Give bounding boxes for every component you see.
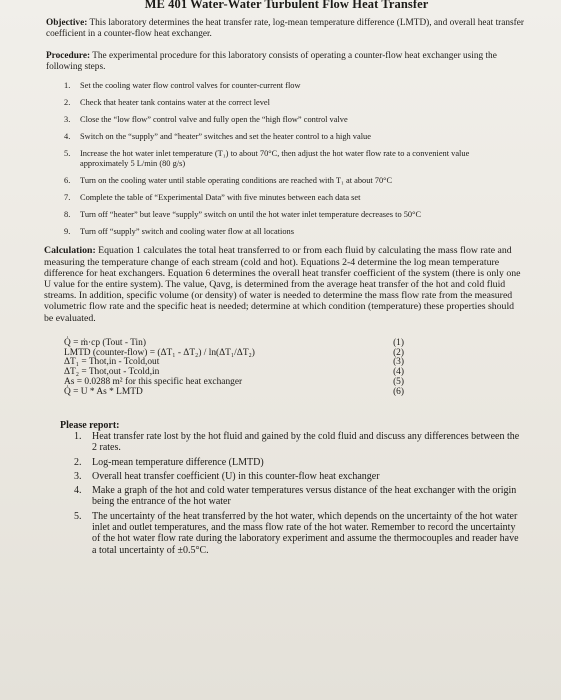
procedure-step: [64, 98, 543, 108]
objective-text: This laboratory determines the heat transfer rate, log-mean temperature difference (LMTD), and overall heat transfer coefficient in a counter-flow heat exchanger.: [46, 18, 524, 39]
calculation-paragraph: [44, 245, 521, 323]
step-number: 6.: [64, 175, 71, 185]
objective-paragraph: [46, 18, 533, 39]
step-text: Increase the hot water inlet temperature (T₁) to about 70°C, then adjust the hot water flow rate to a convenient value approximately 5 L/min (80 g/s): [80, 149, 470, 168]
report-section: [60, 420, 543, 556]
step-text: Set the cooling water flow control valves for counter-current flow: [80, 81, 301, 91]
report-item-text: The uncertainty of the heat transferred by the hot water, which depends on the uncertainty of the hot water inlet and outlet temperatures, and the mass flow rate of the hot water. Remember to record the uncertainty of the hot water flow rate during the laboratory experiment and assume the thermocouples and reader have a total uncertainty of ±0.5°C.: [92, 510, 519, 556]
objective-label: Objective:: [46, 18, 88, 28]
step-number: 1.: [64, 81, 71, 91]
report-items-list: [60, 431, 543, 556]
procedure-step: [64, 193, 543, 203]
procedure-step: [64, 176, 543, 186]
report-item: [74, 431, 543, 454]
equation-number: (5): [393, 377, 404, 388]
step-text: Complete the table of “Experimental Data” with five minutes between each data set: [80, 192, 361, 202]
report-item-text: Overall heat transfer coefficient (U) in this counter-flow heat exchanger: [92, 470, 380, 482]
report-heading: Please report:: [60, 419, 120, 431]
equation-text: ΔT₁ = Thot,in - Tcold,out: [64, 357, 160, 368]
report-item-text: Heat transfer rate lost by the hot fluid and gained by the cold fluid and discuss any differences between the 2 rates.: [92, 430, 520, 454]
procedure-step: [64, 149, 543, 168]
equation-number: (4): [393, 367, 404, 378]
step-text: Turn on the cooling water until stable operating conditions are reached with T₁ at about 70°C: [80, 175, 393, 185]
procedure-step: [64, 115, 543, 125]
step-text: Turn off “supply” switch and cooling water flow at all locations: [80, 226, 294, 236]
equation-number: (6): [393, 386, 404, 397]
equation-text: Q̇ = ṁ·cp (Tout - Tin): [64, 337, 146, 348]
step-text: Switch on the “supply” and “heater” switches and set the heater control to a high value: [80, 132, 371, 142]
report-item-number: 5.: [74, 510, 82, 522]
equations-block: [64, 339, 404, 398]
step-number: 8.: [64, 209, 71, 219]
report-item: [74, 485, 543, 508]
procedure-step: [64, 81, 543, 91]
report-item-number: 1.: [74, 430, 82, 442]
report-item: [74, 511, 543, 556]
procedure-label: Procedure:: [46, 51, 91, 62]
calculation-label: Calculation:: [44, 245, 96, 257]
report-item-number: 4.: [74, 485, 82, 497]
step-number: 9.: [64, 226, 71, 236]
report-item-number: 2.: [74, 456, 82, 468]
step-number: 3.: [64, 115, 71, 125]
step-number: 4.: [64, 132, 71, 142]
equation-number: (3): [393, 357, 404, 368]
step-text: Check that heater tank contains water at the correct level: [80, 98, 270, 108]
step-number: 5.: [64, 149, 71, 159]
procedure-text: The experimental procedure for this laboratory consists of operating a counter-flow heat exchanger using the following steps.: [46, 51, 497, 72]
procedure-steps-list: [30, 81, 543, 236]
equation-text: LMTD (counter-flow) = (ΔT₁ - ΔT₂) / ln(ΔT₁/ΔT₂): [64, 347, 255, 358]
report-item: [74, 457, 543, 468]
calculation-text: Equation 1 calculates the total heat transferred to or from each fluid by calculating the mass flow rate and measuring the temperature change of each stream (cold and hot). Equations 2-4 determine the log mean temperature difference for heat exchangers. Equation 6 determines the overall heat transfer coefficient of the system (there is only one U value for the entire system). The value, Qavg, is determined from the average heat transfer of the hot and cold fluid streams. In addition, specific volume (or density) of water is needed to determine the mass flow rate from the measured volumetric flow rate and the specific heat is needed; determine at which condition (temperature) these properties should be evaluated.: [44, 245, 521, 324]
procedure-step: [64, 210, 543, 220]
page-title: ME 401 Water-Water Turbulent Flow Heat Transfer: [144, 0, 429, 11]
procedure-paragraph: [46, 51, 533, 72]
report-item-text: Make a graph of the hot and cold water temperatures versus distance of the heat exchanger with the origin being the entrance of the hot water: [92, 485, 517, 508]
step-text: Turn off “heater” but leave “supply” switch on until the hot water inlet temperature decreases to 50°C: [80, 209, 422, 219]
equation-text: As = 0.0288 m² for this specific heat exchanger: [64, 377, 243, 388]
report-item-number: 3.: [74, 470, 82, 482]
step-number: 2.: [64, 98, 71, 108]
equation-number: (2): [393, 347, 404, 358]
procedure-step: [64, 132, 543, 142]
equation-row: [64, 388, 404, 398]
step-number: 7.: [64, 192, 71, 202]
procedure-step: [64, 227, 543, 237]
equation-text: Q̇ = U * As * LMTD: [64, 386, 143, 397]
equation-text: ΔT₂ = Thot,out - Tcold,in: [64, 367, 160, 378]
equation-number: (1): [393, 337, 404, 348]
report-item: [74, 471, 543, 482]
report-item-text: Log-mean temperature difference (LMTD): [92, 456, 264, 468]
step-text: Close the “low flow” control valve and fully open the “high flow” control valve: [80, 115, 348, 125]
